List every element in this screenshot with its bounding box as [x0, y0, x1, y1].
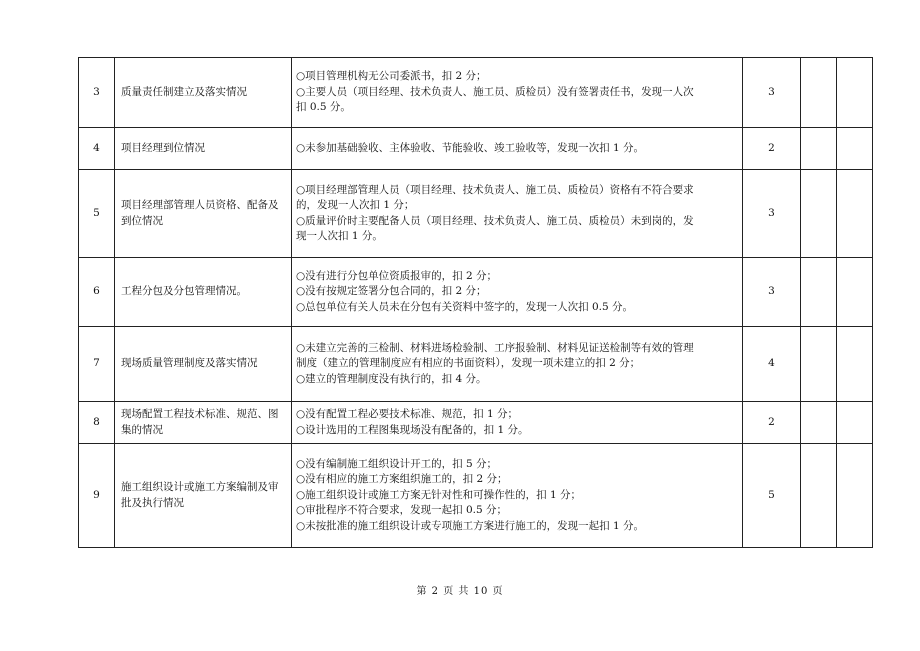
- criteria-line: ○设计选用的工程图集现场没有配备的，扣 1 分。: [296, 423, 529, 436]
- table-row: [79, 128, 873, 170]
- row-number: 8: [79, 402, 115, 444]
- criteria-line: ○没有编制施工组织设计开工的，扣 5 分；: [296, 457, 498, 470]
- empty-cell: [837, 327, 873, 402]
- table-row: [79, 170, 873, 258]
- check-item: 质量责任制建立及落实情况: [115, 58, 292, 128]
- check-item: 现场配置工程技术标准、规范、图集的情况: [115, 402, 292, 444]
- criteria-line: ○项目管理机构无公司委派书，扣 2 分；: [296, 70, 487, 83]
- standard-score: 5: [743, 444, 801, 548]
- empty-cell: [801, 402, 837, 444]
- deduction-criteria: [292, 327, 743, 402]
- deduction-criteria: [292, 170, 743, 258]
- criteria-line: ○没有按规定签署分包合同的，扣 2 分；: [296, 285, 487, 298]
- criteria-line: ○项目经理部管理人员（项目经理、技术负责人、施工员、质检员）资格有不符合要求: [296, 183, 694, 196]
- deduction-criteria: [292, 58, 743, 128]
- empty-cell: [837, 128, 873, 170]
- empty-cell: [837, 170, 873, 258]
- criteria-line: ○建立的管理制度没有执行的，扣 4 分。: [296, 372, 487, 385]
- criteria-line: ○主要人员（项目经理、技术负责人、施工员、质检员）没有签署责任书，发现一人次: [296, 85, 694, 98]
- row-number: 6: [79, 258, 115, 327]
- criteria-line: ○未建立完善的三检制、材料进场检验制、工序报验制、材料见证送检制等有效的管理: [296, 341, 694, 354]
- table-body: [79, 58, 873, 548]
- standard-score: 2: [743, 402, 801, 444]
- criteria-line: ○未按批准的施工组织设计或专项施工方案进行施工的，发现一起扣 1 分。: [296, 519, 645, 532]
- table-row: [79, 258, 873, 327]
- empty-cell: [837, 58, 873, 128]
- table-row: [79, 402, 873, 444]
- deduction-criteria: [292, 258, 743, 327]
- empty-cell: [837, 402, 873, 444]
- table-row: [79, 327, 873, 402]
- criteria-line: 的，发现一人次扣 1 分；: [296, 199, 415, 211]
- deduction-criteria: [292, 402, 743, 444]
- criteria-line: ○没有相应的施工方案组织施工的，扣 2 分；: [296, 473, 508, 486]
- row-number: 3: [79, 58, 115, 128]
- check-item: 施工组织设计或施工方案编制及审批及执行情况: [115, 444, 292, 548]
- criteria-line: 制度（建立的管理制度应有相应的书面资料），发现一项未建立的扣 2 分；: [296, 357, 641, 370]
- empty-cell: [837, 444, 873, 548]
- standard-score: 3: [743, 58, 801, 128]
- criteria-line: ○没有配置工程必要技术标准、规范，扣 1 分；: [296, 408, 519, 420]
- standard-score: 3: [743, 258, 801, 327]
- page-footer: 第 2 页 共 10 页: [416, 586, 504, 597]
- empty-cell: [837, 258, 873, 327]
- check-item: 项目经理到位情况: [115, 128, 292, 170]
- criteria-line: 现一人次扣 1 分。: [296, 230, 383, 242]
- criteria-line: ○未参加基础验收、主体验收、节能验收、竣工验收等，发现一次扣 1 分。: [296, 141, 645, 154]
- row-number: 4: [79, 128, 115, 170]
- table-row: [79, 444, 873, 548]
- criteria-line: ○施工组织设计或施工方案无针对性和可操作性的，扣 1 分；: [296, 488, 582, 501]
- evaluation-table: [78, 57, 873, 548]
- criteria-line: ○审批程序不符合要求，发现一起扣 0.5 分；: [296, 504, 508, 517]
- check-item: 工程分包及分包管理情况。: [115, 258, 292, 327]
- empty-cell: [801, 444, 837, 548]
- standard-score: 3: [743, 170, 801, 258]
- check-item: 现场质量管理制度及落实情况: [115, 327, 292, 402]
- empty-cell: [801, 170, 837, 258]
- standard-score: 2: [743, 128, 801, 170]
- empty-cell: [801, 327, 837, 402]
- criteria-line: 扣 0.5 分。: [296, 101, 351, 114]
- empty-cell: [801, 258, 837, 327]
- criteria-line: ○总包单位有关人员未在分包有关资料中签字的，发现一人次扣 0.5 分。: [296, 300, 634, 313]
- criteria-line: ○质量评价时主要配备人员（项目经理、技术负责人、施工员、质检员）未到岗的，发: [296, 214, 694, 227]
- row-number: 7: [79, 327, 115, 402]
- deduction-criteria: [292, 444, 743, 548]
- row-number: 9: [79, 444, 115, 548]
- check-item: 项目经理部管理人员资格、配备及到位情况: [115, 170, 292, 258]
- criteria-line: ○没有进行分包单位资质报审的，扣 2 分；: [296, 269, 498, 282]
- table-row: [79, 58, 873, 128]
- empty-cell: [801, 128, 837, 170]
- empty-cell: [801, 58, 837, 128]
- row-number: 5: [79, 170, 115, 258]
- standard-score: 4: [743, 327, 801, 402]
- deduction-criteria: [292, 128, 743, 170]
